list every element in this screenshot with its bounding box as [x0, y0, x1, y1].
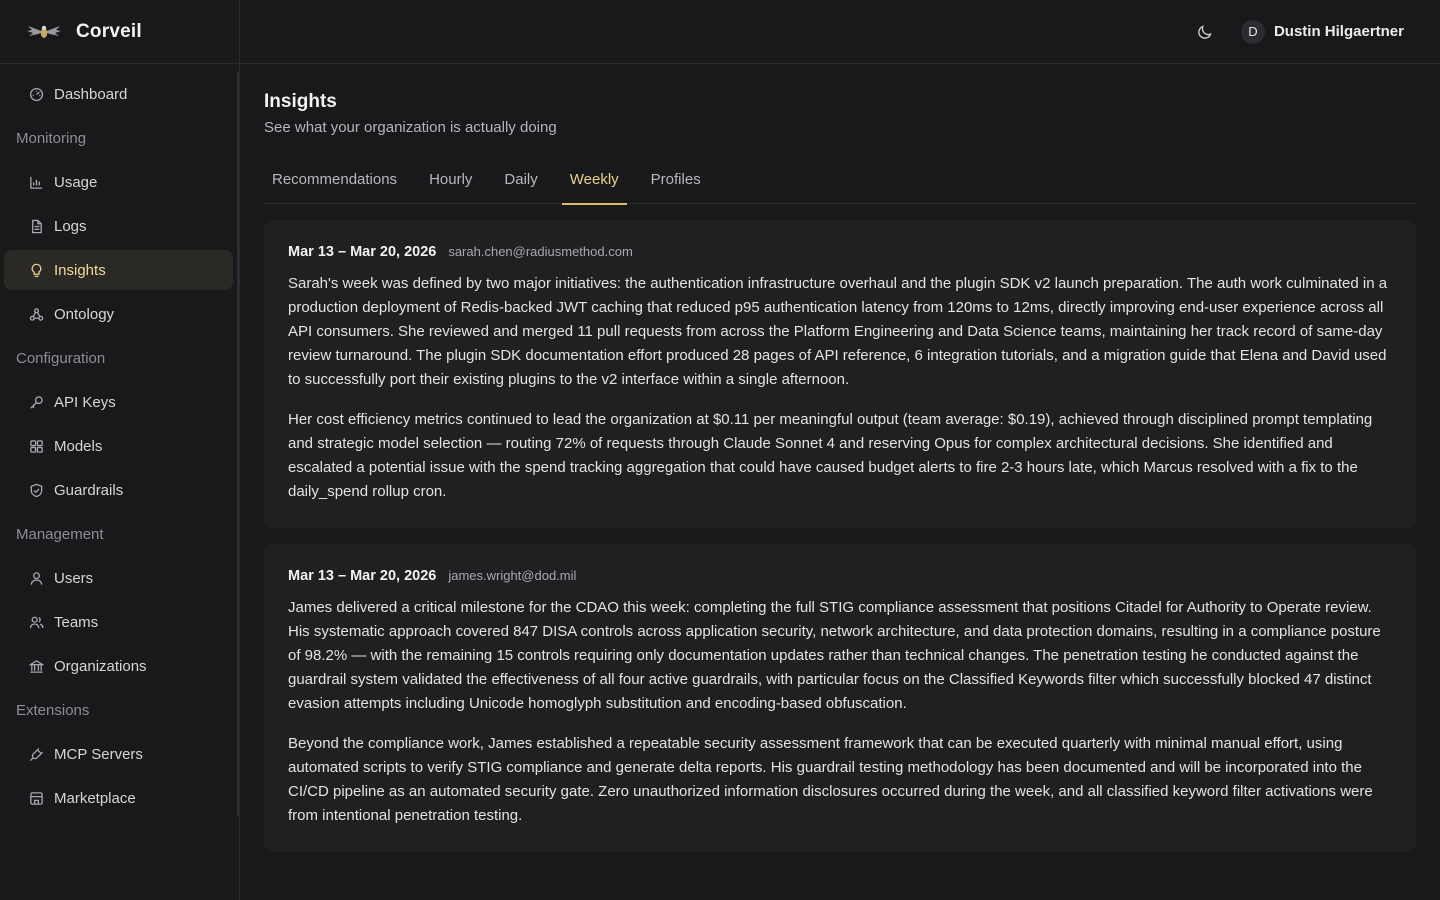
store-icon — [28, 790, 44, 806]
sidebar-item-api-keys[interactable] — [4, 382, 233, 422]
sidebar-item-mcp-servers[interactable] — [4, 734, 233, 774]
tab-bar — [264, 160, 1416, 204]
file-icon — [28, 218, 44, 234]
sidebar-item-label: MCP Servers — [54, 745, 143, 763]
users-icon — [28, 614, 44, 630]
sidebar-item-label: Teams — [54, 613, 99, 631]
user-icon — [28, 570, 44, 586]
insight-paragraph: Sarah's week was defined by two major initiatives: the authentication infrastructure overhaul and the plugin SDK v2 launch preparation. The auth work culminated in a production deployment of Redis-backed JWT caching that reduced p95 authentication latency from 120ms to 12ms, directly improving end-user experience across all API consumers. She reviewed and merged 11 pull requests from across the Platform Engineering and Data Science teams, maintaining her track record of same-day review turnaround. The plugin SDK documentation effort produced 28 pages of API reference, 6 integration tutorials, and a migration guide that Elena and David used to successfully port their existing plugins to the v2 interface within a single afternoon. — [288, 275, 1388, 388]
sidebar-item-label: Models — [54, 437, 103, 455]
shield-check-icon — [28, 482, 44, 498]
sidebar-item-label: Insights — [54, 261, 106, 279]
gauge-icon — [28, 86, 44, 102]
building-columns-icon — [28, 658, 44, 674]
sidebar-item-users[interactable] — [4, 558, 233, 598]
insight-user-email: sarah.chen@radiusmethod.com — [448, 244, 633, 259]
grid-icon — [28, 438, 44, 454]
sidebar-item-label: Organizations — [54, 657, 147, 675]
sidebar-item-organizations[interactable] — [4, 646, 233, 686]
sidebar-item-usage[interactable] — [4, 162, 233, 202]
insight-card-header — [288, 244, 1392, 260]
topbar — [240, 0, 1440, 64]
user-menu[interactable] — [1241, 20, 1404, 44]
brand[interactable] — [0, 0, 239, 64]
insight-paragraph: Her cost efficiency metrics continued to lead the organization at $0.11 per meaningful output (team average: $0.19), achieved through disciplined prompt templating and strategic model selection — routing 72% of requests through Claude Sonnet 4 and reserving Opus for complex architectural decisions. She identified and escalated a potential issue with the spend tracking aggregation that could have caused budget alerts to fire 2-3 hours late, which Marcus resolved with a fix to the daily_spend rollup cron. — [288, 411, 1373, 500]
main-content — [264, 64, 1416, 852]
plug-icon — [28, 746, 44, 762]
sidebar-item-label: API Keys — [54, 393, 116, 411]
nav-section-management: Management — [16, 525, 104, 543]
sidebar-nav — [0, 64, 239, 818]
sidebar-item-label: Dashboard — [54, 85, 128, 103]
tab-hourly[interactable]: Hourly — [429, 170, 473, 188]
avatar: D — [1241, 20, 1265, 44]
nav-section-extensions: Extensions — [16, 701, 90, 719]
sidebar-item-label: Ontology — [54, 305, 115, 323]
moon-icon[interactable] — [1193, 20, 1217, 44]
brand-name: Corveil — [76, 20, 142, 42]
sidebar-item-label: Logs — [54, 217, 87, 235]
sidebar-item-marketplace[interactable] — [4, 778, 233, 818]
logo-icon — [26, 20, 62, 44]
sidebar-item-guardrails[interactable] — [4, 470, 233, 510]
user-name: Dustin Hilgaertner — [1273, 23, 1404, 40]
nav-section-configuration: Configuration — [16, 349, 106, 367]
insight-date-range: Mar 13 – Mar 20, 2026 — [288, 244, 437, 260]
tab-recommendations[interactable]: Recommendations — [272, 170, 398, 188]
insight-user-email: james.wright@dod.mil — [448, 568, 577, 583]
sidebar-item-dashboard[interactable] — [4, 74, 233, 114]
insight-card-header — [288, 568, 1392, 584]
sidebar-scrollbar[interactable] — [237, 72, 239, 816]
sidebar-item-logs[interactable] — [4, 206, 233, 246]
page-subtitle: See what your organization is actually doing — [264, 119, 557, 136]
sidebar-item-label: Guardrails — [54, 481, 124, 499]
lightbulb-icon — [28, 262, 44, 278]
sidebar-item-label: Users — [54, 569, 94, 587]
insight-paragraph: James delivered a critical milestone for the CDAO this week: completing the full STIG compliance assessment that positions Citadel for Authority to Operate review. His systematic approach covered 847 DISA controls across application security, network architecture, and data protection domains, resulting in a compliance posture of 98.2% — with the remaining 15 controls requiring only documentation updates rather than technical changes. The penetration testing he conducted against the guardrail system validated the effectiveness of all four active guardrails, with particular focus on the Classified Keywords filter which successfully blocked 47 distinct evasion attempts including Unicode homoglyph substitution and encoding-based obfuscation. — [288, 599, 1381, 712]
sidebar — [0, 0, 240, 900]
key-icon — [28, 394, 44, 410]
bar-chart-icon — [28, 174, 44, 190]
insight-date-range: Mar 13 – Mar 20, 2026 — [288, 568, 437, 584]
tab-profiles[interactable]: Profiles — [650, 170, 701, 188]
insight-card — [264, 544, 1416, 852]
tab-daily[interactable]: Daily — [504, 170, 538, 188]
page-title: Insights — [264, 91, 337, 112]
nav-section-monitoring: Monitoring — [16, 129, 87, 147]
tab-weekly[interactable]: Weekly — [562, 160, 627, 204]
sidebar-item-ontology[interactable] — [4, 294, 233, 334]
sidebar-item-insights[interactable] — [4, 250, 233, 290]
sidebar-item-label: Marketplace — [54, 789, 136, 807]
insight-paragraph: Beyond the compliance work, James established a repeatable security assessment framework that can be executed quarterly with minimal manual effort, using automated scripts to verify STIG compliance and generate delta reports. His guardrail testing methodology has been documented and will be incorporated into the CI/CD pipeline as an automated security gate. Zero unauthorized information disclosures occurred during the week, and all classified keyword filter activations were from intentional penetration testing. — [288, 735, 1373, 824]
insight-card — [264, 220, 1416, 528]
network-icon — [28, 306, 44, 322]
sidebar-item-teams[interactable] — [4, 602, 233, 642]
sidebar-item-label: Usage — [54, 173, 98, 191]
sidebar-item-models[interactable] — [4, 426, 233, 466]
